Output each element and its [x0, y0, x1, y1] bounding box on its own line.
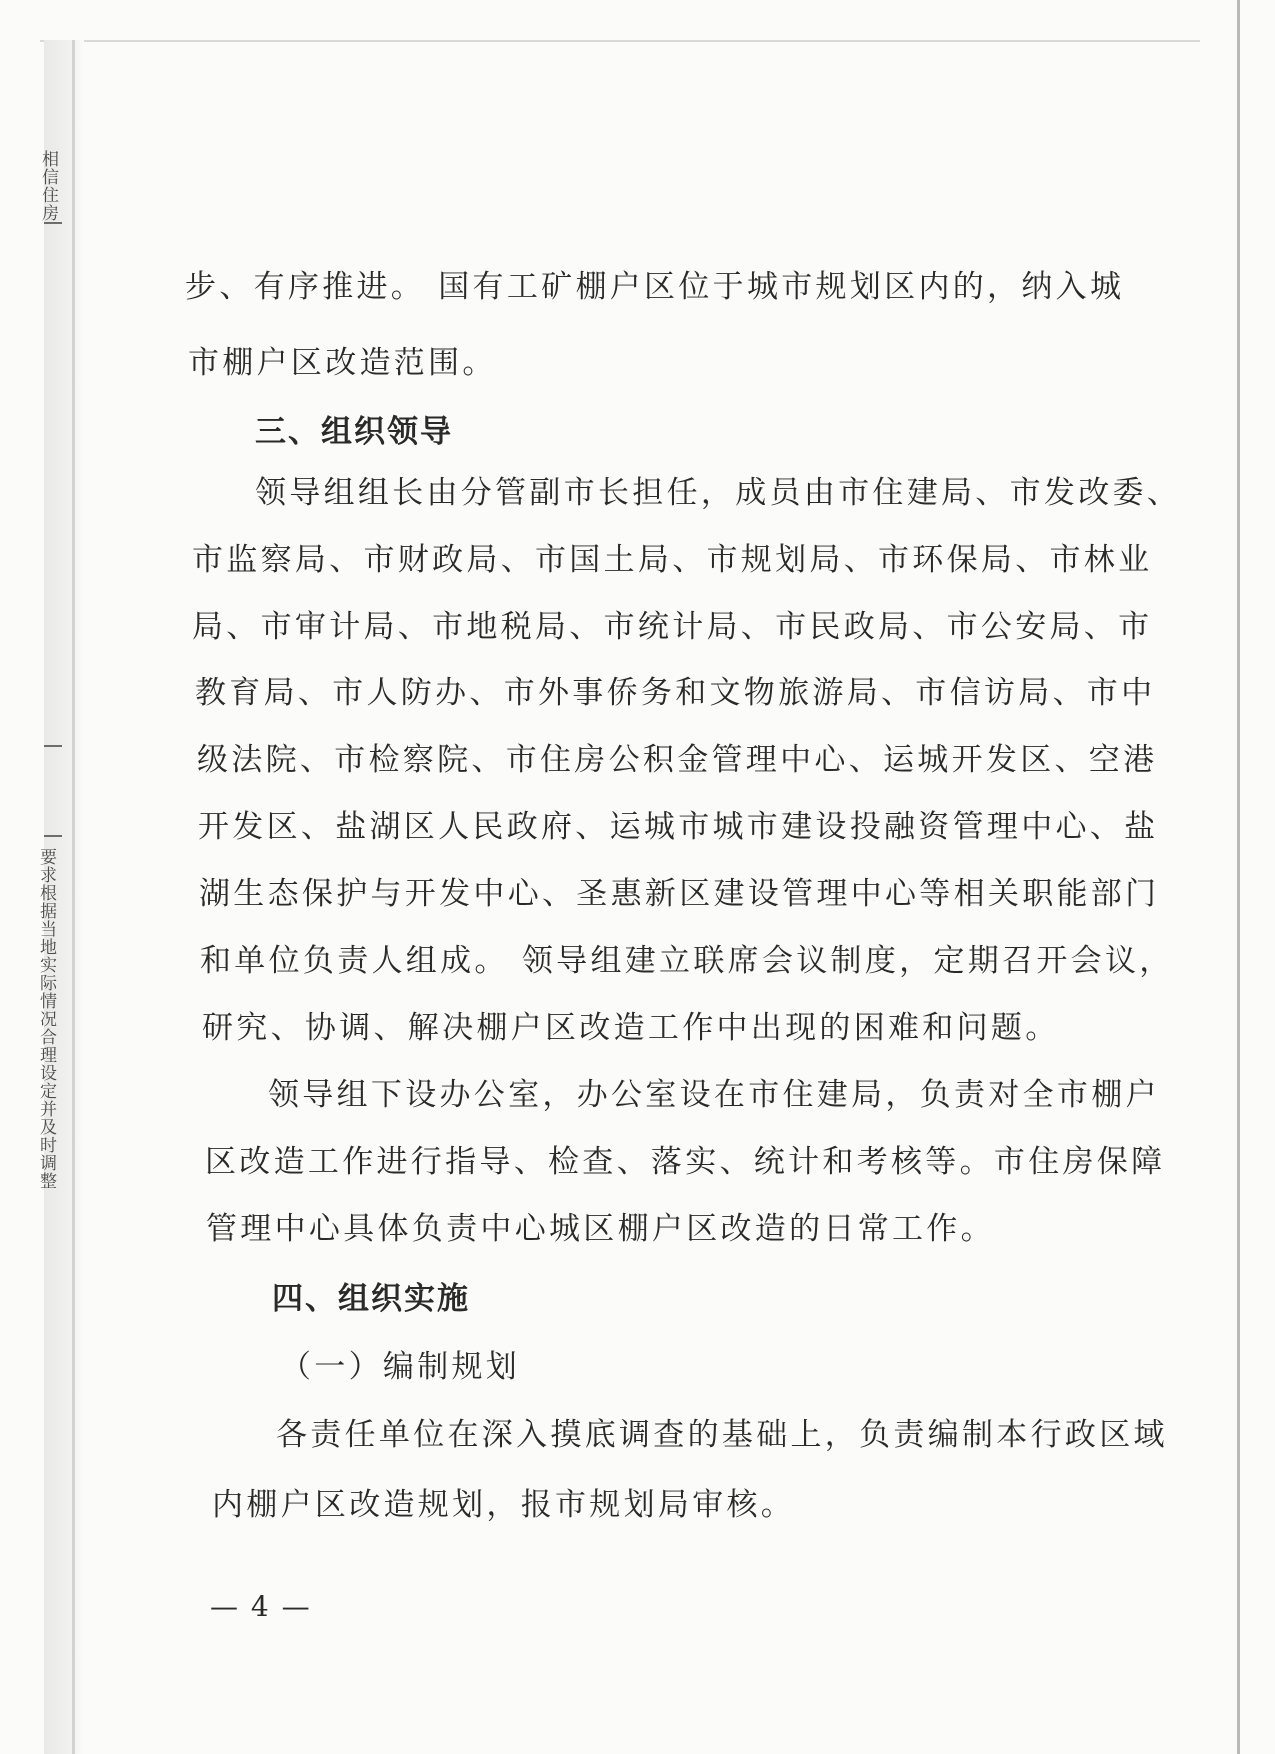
text-line: 步、有序推进。 国有工矿棚户区位于城市规划区内的，纳入城	[185, 269, 1125, 305]
text-line: 研究、协调、解决棚户区改造工作中出现的困难和问题。	[202, 1010, 1060, 1046]
margin-tick	[44, 745, 62, 747]
text-line: 教育局、市人防办、市外事侨务和文物旅游局、市信访局、市中	[195, 675, 1156, 711]
page-number: — 4 —	[210, 1590, 312, 1623]
text-line: 市棚户区改造范围。	[188, 345, 497, 381]
text-line: 局、市审计局、市地税局、市统计局、市民政局、市公安局、市	[192, 609, 1153, 645]
text-line: 管理中心具体负责中心城区棚户区改造的日常工作。	[206, 1211, 995, 1247]
text-line: 各责任单位在深入摸底调查的基础上，负责编制本行政区域	[276, 1417, 1168, 1453]
margin-tick	[44, 222, 62, 224]
text-line: 湖生态保护与开发中心、圣惠新区建设管理中心等相关职能部门	[199, 876, 1160, 912]
text-line: 内棚户区改造规划，报市规划局审核。	[212, 1487, 796, 1523]
text-line: 和单位负责人组成。 领导组建立联席会议制度，定期召开会议，	[200, 943, 1174, 979]
section-heading: 四、组织实施	[272, 1281, 470, 1317]
scan-right-edge	[1237, 0, 1240, 1754]
text-line: 领导组下设办公室，办公室设在市住建局，负责对全市棚户	[268, 1077, 1160, 1113]
margin-tick	[44, 835, 62, 837]
scan-left-edge	[72, 40, 75, 1754]
text-line: 市监察局、市财政局、市国土局、市规划局、市环保局、市林业	[192, 542, 1153, 578]
side-stamp-middle: 要求根据当地实际情况合理设定并及时调整	[36, 848, 56, 1190]
side-stamp-top: 相信住房	[38, 150, 58, 222]
text-line: 级法院、市检察院、市住房公积金管理中心、运城开发区、空港	[197, 742, 1158, 778]
subsection-heading: （一）编制规划	[280, 1349, 521, 1385]
text-line: 领导组组长由分管副市长担任，成员由市住建局、市发改委、	[255, 475, 1182, 511]
section-heading: 三、组织领导	[255, 414, 453, 450]
text-line: 开发区、盐湖区人民政府、运城市城市建设投融资管理中心、盐	[198, 809, 1159, 845]
scan-top-edge	[40, 40, 1200, 42]
text-line: 区改造工作进行指导、检查、落实、统计和考核等。市住房保障	[205, 1144, 1166, 1180]
